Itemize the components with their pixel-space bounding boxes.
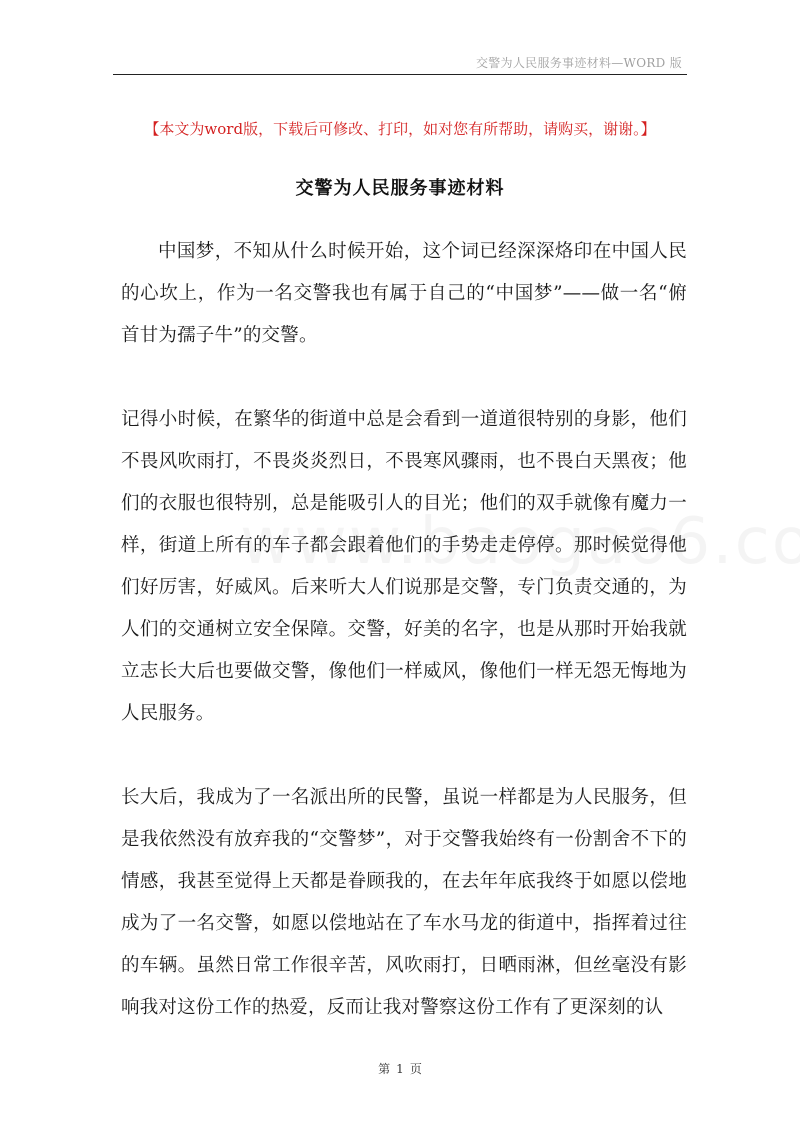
page-footer xyxy=(0,1060,800,1077)
page-number: 1 xyxy=(396,1062,404,1076)
document-title: 交警为人民服务事迹材料 xyxy=(295,178,505,199)
page-number-prefix: 第 xyxy=(378,1062,391,1076)
header-divider xyxy=(113,74,687,75)
running-header: 交警为人民服务事迹材料—WORD 版 xyxy=(475,56,682,70)
paragraph-adulthood: 长大后，我成为了一名派出所的民警，虽说一样都是为人民服务，但是我依然没有放弃我的“交警梦”，对于交警我始终有一份割舍不下的情感，我甚至觉得上天都是眷顾我的，在去年年底我终于如愿以偿地成为了一名交警，如愿以偿地站在了车水马龙的街道中，指挥着过往的车辆。虽然日常工作很辛苦，风吹雨打，日晒雨淋，但丝毫没有影响我对这份工作的热爱，反而让我对警察这份工作有了更深刻的认 xyxy=(121,787,687,1018)
paragraph-childhood: 记得小时候，在繁华的街道中总是会看到一道道很特别的身影，他们不畏风吹雨打，不畏炎炎烈日，不畏寒风骤雨，也不畏白天黑夜；他们的衣服也很特别，总是能吸引人的目光；他们的双手就像有魔力一样，街道上所有的车子都会跟着他们的手势走走停停。那时候觉得他们好厉害，好威风。后来听大人们说那是交警，专门负责交通的，为人们的交通树立安全保障。交警，好美的名字，也是从那时开始我就立志长大后也要做交警，像他们一样威风，像他们一样无怨无悔地为人民服务。 xyxy=(121,409,687,724)
purchase-notice: 【本文为word版，下载后可修改、打印，如对您有所帮助，请购买，谢谢。】 xyxy=(144,120,656,138)
page-number-suffix: 页 xyxy=(409,1062,422,1076)
document-body xyxy=(121,231,687,1029)
paragraph-intro: 中国梦，不知从什么时候开始，这个词已经深深烙印在中国人民的心坎上，作为一名交警我也有属于自己的“中国梦”——做一名“俯首甘为孺子牛”的交警。 xyxy=(121,241,687,346)
